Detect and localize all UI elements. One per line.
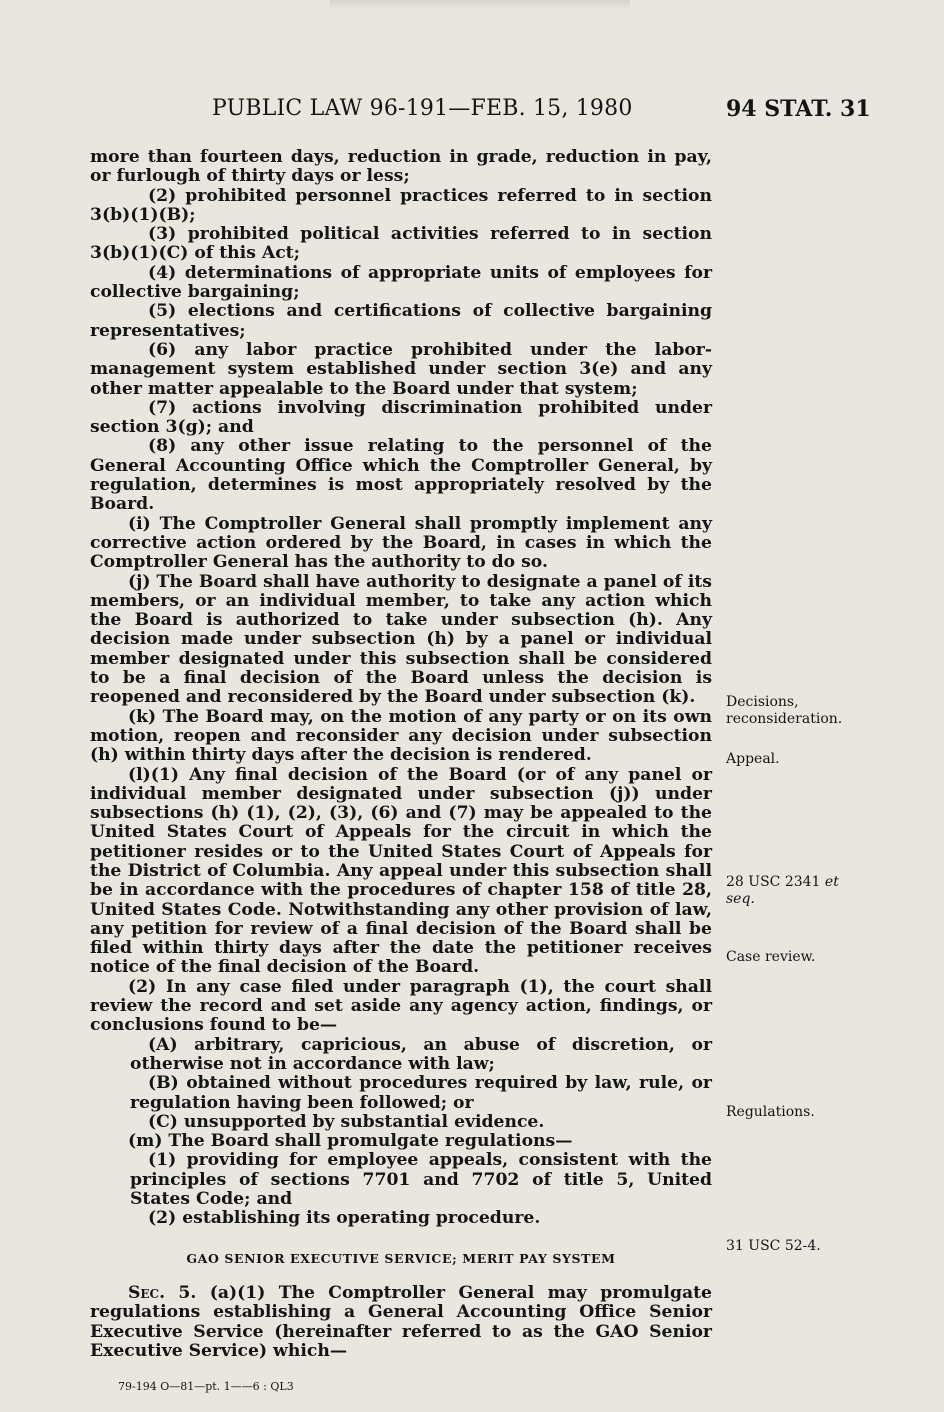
paragraph: more than fourteen days, reduction in grade, reduction in pay, or furlough of thirty days or less;	[90, 147, 712, 187]
paragraph: (A) arbitrary, capricious, an abuse of discretion, or otherwise not in accordance with law;	[130, 1034, 712, 1074]
margin-note-31-usc: 31 USC 52-4.	[726, 1238, 821, 1254]
margin-note-decisions: Decisions, reconsideration.	[726, 694, 843, 727]
running-header-title: PUBLIC LAW 96-191—FEB. 15, 1980	[212, 96, 633, 121]
margin-note-28-usc-main: 28 USC 2341	[726, 874, 825, 890]
paragraph: (8) any other issue relating to the personnel of the General Accounting Office which the Comptroller General, by regulation, determines is most appropriately resolved by the Board.	[90, 436, 712, 515]
bleed-through-artifact	[330, 0, 630, 10]
body-text	[90, 148, 712, 1361]
section-text: (a)(1) The Comptroller General may promulgate regulations establishing a General Accounting Office Senior Executive Service (hereinafter referred to as the GAO Senior Executive Service) which—	[90, 1282, 712, 1361]
paragraph: (2) In any case filed under paragraph (1), the court shall review the record and set aside any agency action, findings, or conclusions found to be—	[90, 976, 712, 1036]
margin-note-case-review: Case review.	[726, 949, 816, 965]
paragraph: (i) The Comptroller General shall promptly implement any corrective action ordered by the Board, in cases in which the Comptroller General has the authority to do so.	[90, 513, 712, 573]
paragraph: (5) elections and certifications of collective bargaining representatives;	[90, 301, 712, 341]
paragraph: (2) prohibited personnel practices referred to in section 3(b)(1)(B);	[90, 185, 712, 225]
paragraph: (C) unsupported by substantial evidence.	[148, 1111, 545, 1132]
paragraph: (4) determinations of appropriate units of employees for collective bargaining;	[90, 262, 712, 303]
printer-footer: 79-194 O—81—pt. 1——6 : QL3	[118, 1380, 294, 1393]
margin-note-28-usc	[726, 874, 856, 908]
paragraph: (1) providing for employee appeals, consistent with the principles of sections 7701 and 7702 of title 5, United States Code; and	[130, 1150, 712, 1210]
paragraph: (B) obtained without procedures required by law, rule, or regulation having been followed; or	[130, 1073, 712, 1113]
paragraph: (3) prohibited political activities referred to in section 3(b)(1)(C) of this Act;	[90, 224, 712, 264]
section-label: Sec. 5.	[128, 1282, 197, 1303]
section-paragraph	[90, 1284, 712, 1361]
paragraph: (2) establishing its operating procedure.	[148, 1208, 541, 1229]
margin-note-28-usc-seq: et seq.	[726, 874, 839, 907]
margin-note-appeal: Appeal.	[726, 751, 780, 767]
paragraph: (m) The Board shall promulgate regulations—	[128, 1131, 573, 1152]
margin-note-regulations: Regulations.	[726, 1104, 815, 1120]
section-heading: GAO SENIOR EXECUTIVE SERVICE; MERIT PAY SYSTEM	[186, 1250, 616, 1266]
paragraph: (6) any labor practice prohibited under the labor-management system established under section 3(e) and any other matter appealable to the Board under that system;	[90, 339, 712, 399]
paragraph: (7) actions involving discrimination prohibited under section 3(g); and	[90, 397, 712, 438]
running-header-stat: 94 STAT. 31	[726, 96, 871, 122]
paragraph: (l)(1) Any final decision of the Board (or of any panel or individual member designated under subsection (j)) under subsections (h) (1), (2), (3), (6) and (7) may be appealed to the United States Court of Appeals for the circuit in which the petitioner resides or to the United States Court of Appeals for the District of Columbia. Any appeal under this subsection shall be in accordance with the procedures of chapter 158 of title 28, United States Code. Notwithstanding any other provision of law, any petition for review of a final decision of the Board shall be filed within thirty days after the date the petitioner receives notice of the final decision of the Board.	[90, 764, 712, 978]
paragraph: (k) The Board may, on the motion of any party or on its own motion, reopen and reconsider any decision under subsection (h) within thirty days after the decision is rendered.	[90, 706, 712, 766]
paragraph: (j) The Board shall have authority to designate a panel of its members, or an individual member, to take any action which the Board is authorized to take under subsection (h). Any decision made under subsection (h) by a panel or individual member designated under this subsection shall be considered to be a final decision of the Board unless the decision is reopened and reconsidered by the Board under subsection (k).	[90, 571, 712, 708]
